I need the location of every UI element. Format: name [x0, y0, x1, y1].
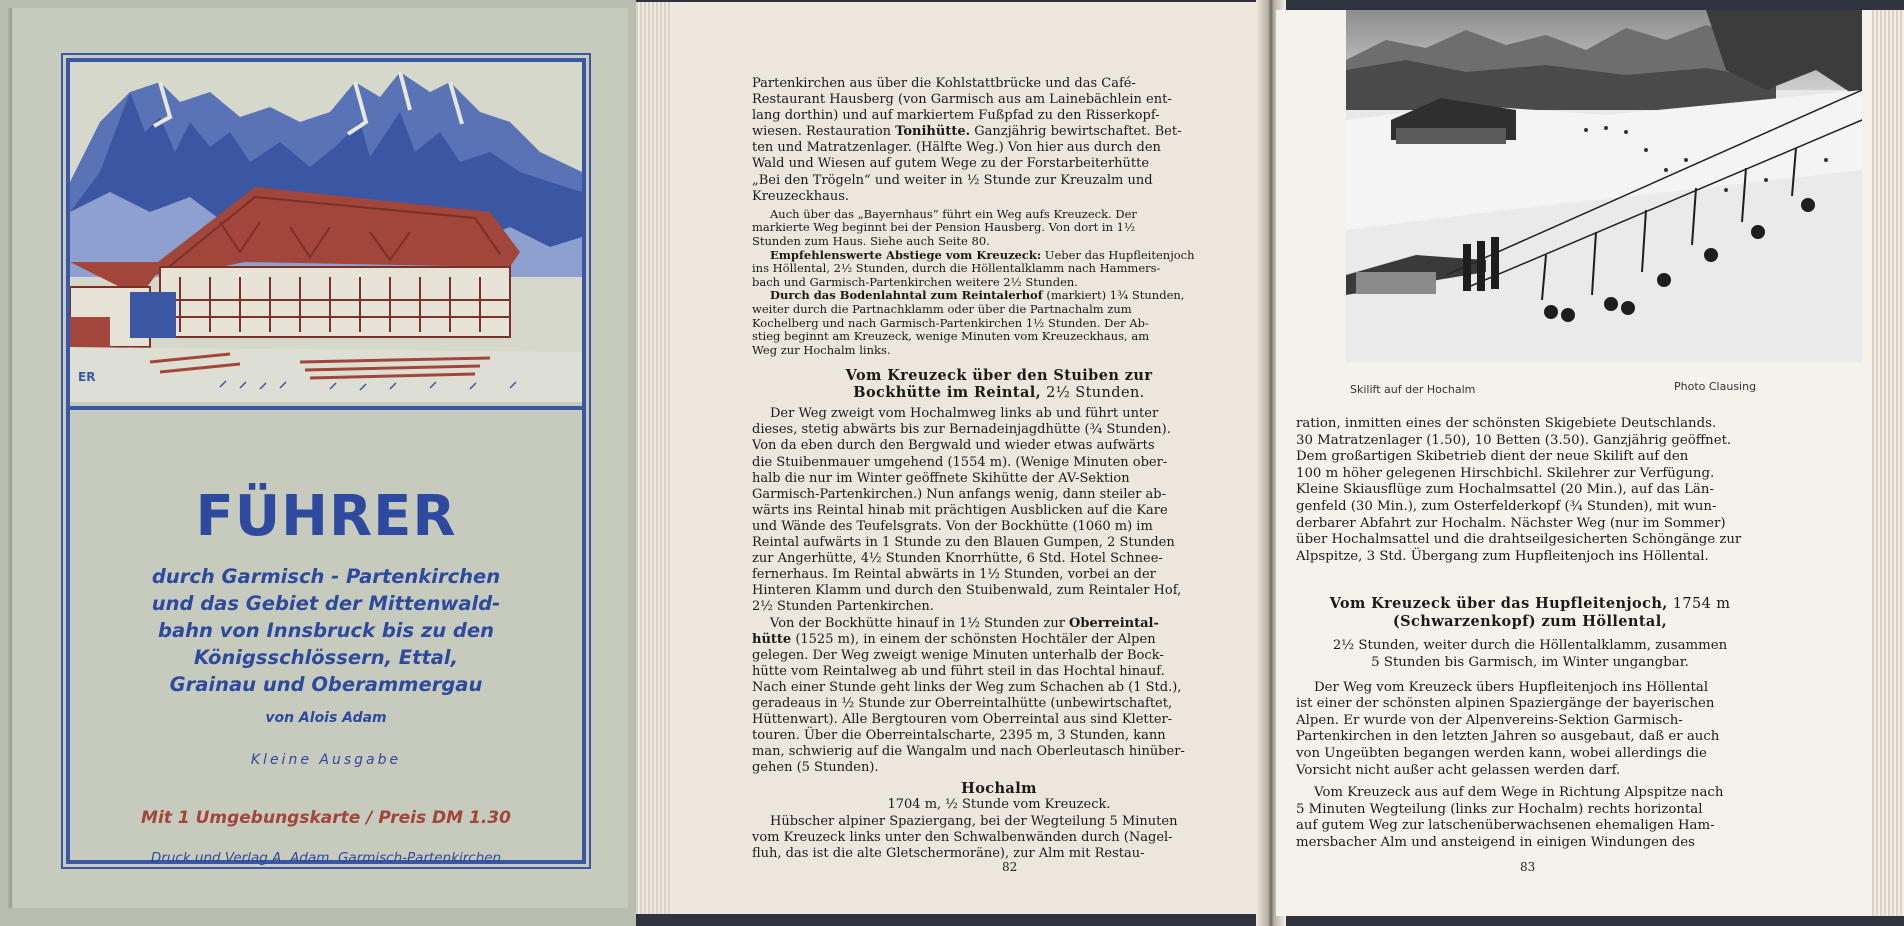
cover-subtitle-line: Grainau und Oberammergau [169, 673, 483, 696]
cover-author: von Alois Adam [265, 710, 387, 726]
text-line [752, 249, 1246, 263]
cover-sheet [8, 8, 628, 908]
text-line [752, 289, 1246, 303]
heading-line [1296, 595, 1764, 613]
text-line: Dem großartigen Skibetrieb dient der neue Skilift auf den [1296, 449, 1689, 465]
place-name: hütte [752, 631, 792, 647]
text-line: vom Kreuzeck links unter den Schwalbenwänden durch (Nagel- [752, 829, 1173, 845]
cover-subtitle-line: Königsschlössern, Ettal, [193, 646, 459, 669]
cover-title: FÜHRER [195, 484, 457, 549]
text-line: Kochelberg und nach Garmisch-Partenkirchen 1½ Stunden. Der Ab- [752, 315, 1149, 330]
text-line: lang dorthin) und auf markiertem Fußpfad zu den Risserkopf- [752, 108, 1160, 124]
text-line: Vom Kreuzeck aus auf dem Wege in Richtung Alpspitze nach [1314, 785, 1724, 801]
page-number-left: 82 [1002, 860, 1018, 874]
text-line: und Wände des Teufelsgrats. Von der Bockhütte (1060 m) im [752, 518, 1153, 534]
page-number-right: 83 [1520, 860, 1536, 874]
text-line: Vorsicht nicht außer acht gelassen werden darf. [1296, 762, 1621, 778]
place-name: Tonihütte. [895, 124, 971, 140]
text-line: 2½ Stunden Partenkirchen. [752, 599, 934, 615]
cover-subtitle-line: durch Garmisch - Partenkirchen [151, 565, 501, 588]
page-edge-left [636, 2, 672, 914]
heading-tail: 1754 m [1667, 596, 1731, 613]
heading-line [752, 384, 1246, 402]
text-span: wiesen. Restauration [752, 124, 896, 140]
heading-tail: 2½ Stunden. [1041, 385, 1145, 402]
bold-span: Durch das Bodenlahntal zum Reintalerhof [770, 288, 1043, 303]
text-line: 2½ Stunden, weiter durch die Höllentalklamm, zusammen [1332, 638, 1728, 654]
cover-publisher: Druck und Verlag A. Adam, Garmisch-Partenkirchen [150, 850, 502, 866]
cover-frame [66, 58, 586, 864]
cover-edition: Kleine Ausgabe [250, 752, 402, 768]
cover-price: Mit 1 Umgebungskarte / Preis DM 1.30 [141, 808, 511, 828]
text-line: Der Weg vom Kreuzeck übers Hupfleitenjoch ins Höllental [1314, 679, 1709, 695]
text-line [752, 632, 1246, 648]
text-line: Garmisch-Partenkirchen.) Nun anfangs wenig, dann steiler ab- [752, 486, 1167, 502]
text-line: 100 m höher gelegenen Hirschbichl. Skilehrer zur Verfügung. [1296, 465, 1715, 481]
text-line: die Stuibenmauer umgehend (1554 m). (Wenige Minuten ober- [752, 454, 1168, 470]
text-line: Nach einer Stunde geht links der Weg zum Schachen ab (1 Std.), [752, 679, 1182, 695]
text-line: Alpspitze, 3 Std. Übergang zum Hupfleitenjoch ins Höllental. [1296, 548, 1709, 564]
photo-credit: Photo Clausing [1674, 380, 1757, 393]
section-heading: Hochalm [961, 780, 1037, 798]
book-cover [0, 0, 636, 926]
heading-line: Vom Kreuzeck über den Stuiben zur [845, 367, 1153, 385]
paragraph [752, 406, 1246, 615]
paragraph [752, 616, 1246, 777]
text-line: ist einer der schönsten alpinen Spaziergänge der bayerischen [1296, 696, 1715, 712]
paragraph [1296, 785, 1764, 851]
text-line: Wald und Wiesen auf gutem Wege zu der Forstarbeiterhütte [752, 156, 1150, 172]
text-line: gelegen. Der Weg zweigt wenige Minuten unterhalb der Bock- [752, 647, 1164, 663]
left-page-column [752, 76, 1246, 862]
cover-text-block [70, 422, 582, 866]
text-line: zur Angerhütte, 4½ Stunden Knorrhütte, 6 Std. Hotel Schnee- [752, 551, 1163, 567]
bold-span: Empfehlenswerte Abstiege vom Kreuzeck: [770, 247, 1042, 262]
text-line: dieses, stetig abwärts bis zur Bernadeinjagdhütte (¾ Stunden). [752, 422, 1171, 438]
text-line: fernerhaus. Im Reintal abwärts in 1½ Stunden, vorbei an der [752, 567, 1156, 583]
section-heading [1296, 595, 1764, 630]
text-line: 30 Matratzenlager (1.50), 10 Betten (3.50). Ganzjährig geöffnet. [1296, 432, 1732, 448]
cover-subtitle-line: und das Gebiet der Mittenwald- [151, 592, 501, 615]
text-line: Hübscher alpiner Spaziergang, bei der Wegteilung 5 Minuten [770, 813, 1178, 829]
text-line: 5 Minuten Wegteilung (links zur Hochalm) rechts horizontal [1296, 801, 1703, 817]
text-line: Von da eben durch den Bergwald und wieder etwas aufwärts [752, 438, 1155, 454]
text-line: Der Weg zweigt vom Hochalmweg links ab und führt unter [770, 406, 1159, 422]
text-line: Stunden zum Haus. Siehe auch Seite 80. [752, 233, 990, 248]
text-line: von Ungeübten begangen werden kann, wobei allerdings die [1296, 745, 1707, 761]
heading-span: Bockhütte im Reintal, [853, 384, 1042, 402]
text-line: Kreuzeckhaus. [752, 188, 849, 204]
cover-subtitle [70, 563, 582, 698]
text-line: gehen (5 Stunden). [752, 760, 879, 776]
text-line: weiter durch die Partnachklamm oder über die Partnachalm zum [752, 301, 1132, 316]
text-line: hütte vom Reintalweg ab und führt steil in das Hochtal hinauf. [752, 663, 1165, 679]
ski-lift-photo [1346, 10, 1862, 362]
text-line: man, schwierig auf die Wangalm und nach Oberleutasch hinüber- [752, 744, 1185, 760]
cover-illustration [70, 62, 582, 402]
text-line: Partenkirchen in den letzten Jahren so ausgebaut, daß er auch [1296, 729, 1720, 745]
text-line: über Hochalmsattel und die drahtseilgesicherten Schöngänge zur [1296, 532, 1742, 548]
text-span: (markiert) 1¾ Stunden, [1042, 288, 1185, 303]
photo-caption: Skilift auf der Hochalm [1350, 383, 1476, 396]
text-span: Ganzjährig bewirtschaftet. Bet- [970, 124, 1182, 140]
text-line: Restaurant Hausberg (von Garmisch aus am Lainebächlein ent- [752, 92, 1172, 108]
text-line [752, 616, 1246, 632]
text-line: fluh, das ist die alte Gletschermoräne), zur Alm mit Restau- [752, 845, 1145, 861]
text-line: bach und Garmisch-Partenkirchen weitere 2½ Stunden. [752, 274, 1078, 289]
right-page-column [1296, 416, 1764, 851]
text-line: Reintal aufwärts in 1 Stunde zu den Blauen Gumpen, 2 Stunden [752, 535, 1175, 551]
place-name: Oberreintal- [1069, 615, 1159, 631]
cover-subtitle-line: bahn von Innsbruck bis zu den [158, 619, 494, 642]
text-line: auf gutem Weg zur latschenüberwachsenen ehemaligen Ham- [1296, 818, 1715, 834]
text-line: ration, inmitten eines der schönsten Skigebiete Deutschlands. [1296, 416, 1717, 431]
text-line: Hinteren Klamm und durch den Stuibenwald, zum Reintaler Hof, [752, 583, 1182, 599]
text-line: Kleine Skiausflüge zum Hochalmsattel (20 Min.), auf das Län- [1296, 482, 1714, 498]
text-line: wärts ins Reintal hinab mit prächtigen Ausblicken auf die Kare [752, 502, 1168, 518]
text-line: Auch über das „Bayernhaus“ führt ein Weg aufs Kreuzeck. Der [770, 206, 1137, 221]
text-line: Alpen. Er wurde von der Alpenvereins-Sektion Garmisch- [1296, 712, 1683, 728]
text-line: „Bei den Trögeln“ und weiter in ½ Stunde zur Kreuzalm und [752, 172, 1153, 188]
text-line: stieg beginnt am Kreuzeck, wenige Minuten vom Kreuzeckhaus, am [752, 329, 1150, 344]
heading-sublines [1296, 638, 1764, 671]
heading-span: Vom Kreuzeck über das Hupfleitenjoch, [1329, 595, 1668, 613]
section-heading [752, 367, 1246, 402]
text-line: 5 Stunden bis Garmisch, im Winter ungangbar. [1371, 654, 1689, 670]
small-print-block [752, 208, 1246, 358]
text-span: Ueber das Hupfleitenjoch [1041, 247, 1195, 262]
text-line: genfeld (30 Min.), zum Osterfelderkopf (¾ Stunden), mit wun- [1296, 498, 1717, 514]
paragraph [1296, 680, 1764, 780]
heading-subline: 1704 m, ½ Stunde vom Kreuzeck. [887, 797, 1111, 813]
text-span: (1525 m), in einem der schönsten Hochtäler der Alpen [791, 631, 1156, 647]
text-span: Von der Bockhütte hinauf in 1½ Stunden zur [770, 615, 1070, 631]
text-line [752, 124, 1246, 140]
text-line: markierte Weg beginnt bei der Pension Hausberg. Von dort in 1½ [752, 220, 1136, 235]
text-line: derbarer Abfahrt zur Hochalm. Nächster Weg (nur im Sommer) [1296, 515, 1726, 531]
heading-line: (Schwarzenkopf) zum Höllental, [1392, 613, 1668, 631]
text-line: ins Höllental, 2½ Stunden, durch die Höllentalklamm nach Hammers- [752, 261, 1161, 276]
text-line: Hüttenwart). Alle Bergtouren vom Oberreintal aus sind Kletter- [752, 712, 1173, 728]
text-line: ten und Matratzenlager. (Hälfte Weg.) Von hier aus durch den [752, 140, 1161, 156]
cover-divider [70, 406, 582, 410]
text-line: Partenkirchen aus über die Kohlstattbrücke und das Café- [752, 76, 1136, 91]
text-line: halb die nur im Winter geöffnete Skihütte der AV-Sektion [752, 470, 1130, 486]
text-line: touren. Über die Oberreintalscharte, 2395 m, 3 Stunden, kann [752, 728, 1166, 744]
artist-mark: ER [78, 370, 96, 384]
text-line: mersbacher Alm und ansteigend in einigen Windungen des [1296, 834, 1695, 850]
text-line: geradeaus in ½ Stunde zur Oberreintalhütte (unbewirtschaftet, [752, 695, 1173, 711]
text-line: Weg zur Hochalm links. [752, 342, 891, 357]
page-edge-right [1872, 10, 1904, 916]
